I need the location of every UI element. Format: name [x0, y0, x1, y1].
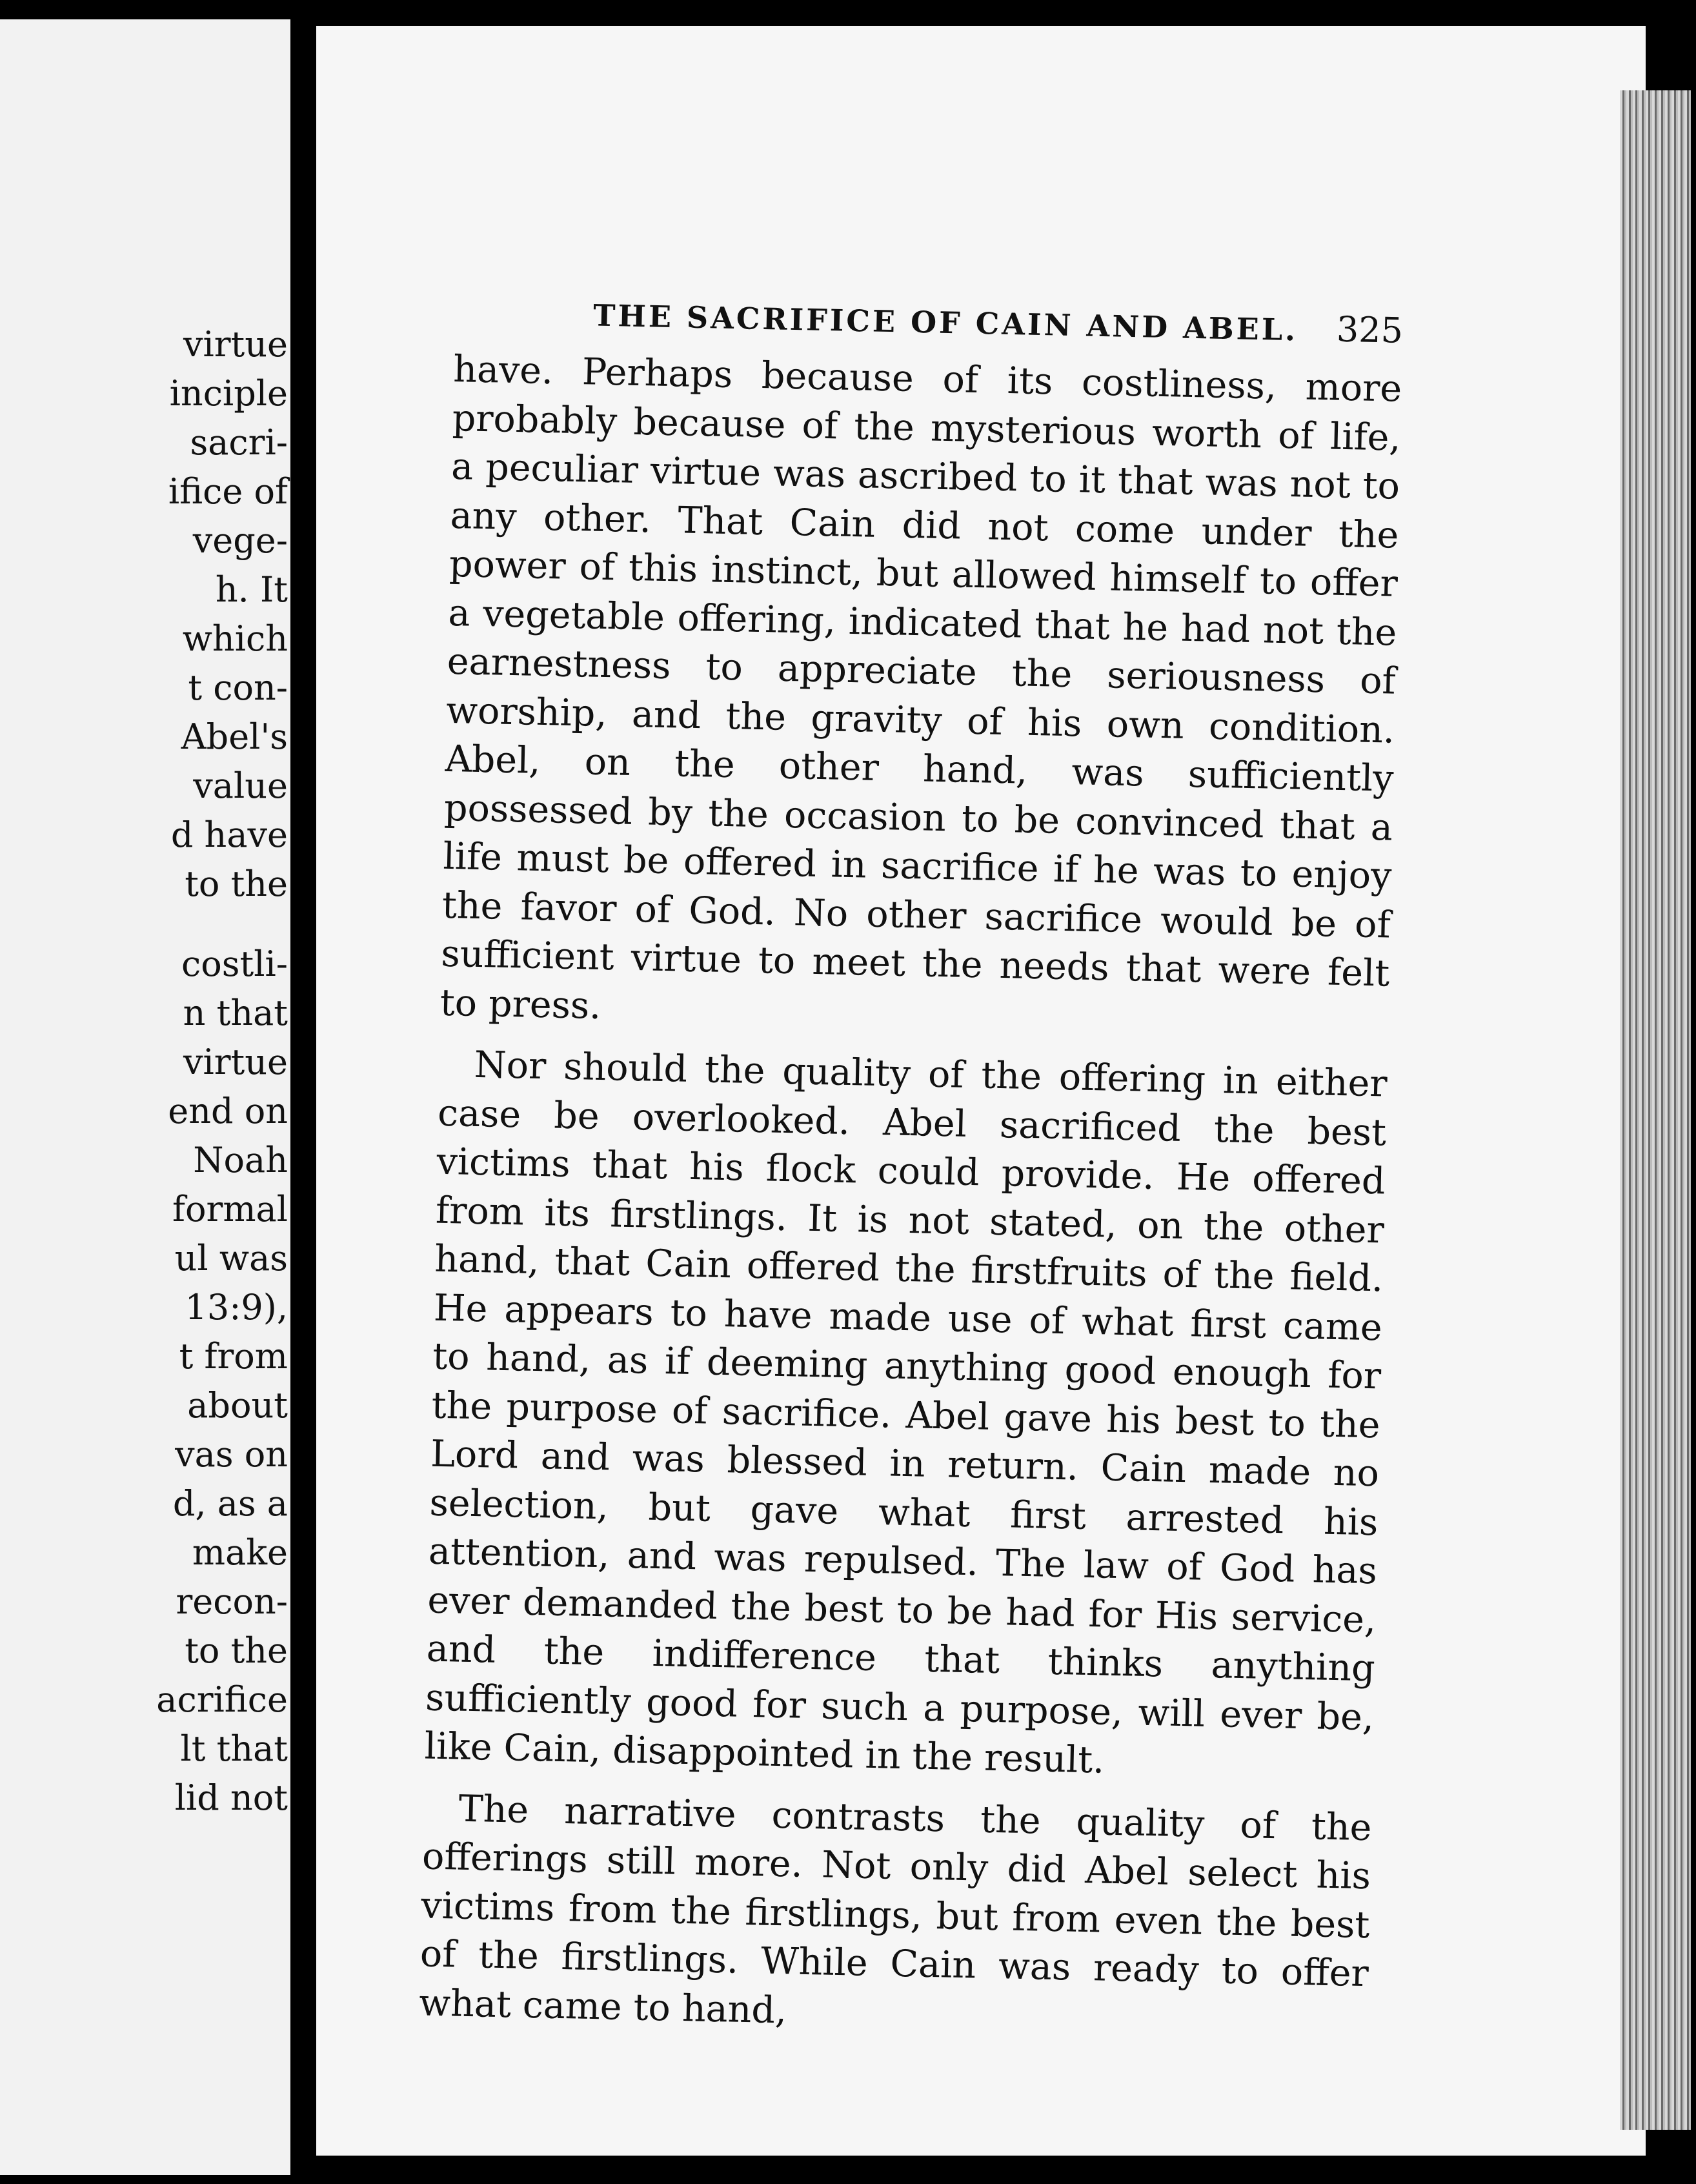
right-page [316, 26, 1646, 2156]
left-line: make [192, 1532, 288, 1573]
left-line: end on [168, 1091, 288, 1131]
left-line: costli- [181, 944, 288, 984]
left-line: n that [183, 993, 288, 1033]
left-line: to the [185, 864, 288, 904]
book-gutter [290, 0, 316, 2184]
left-line: acrifice [156, 1679, 288, 1720]
left-line: t con- [188, 667, 288, 708]
left-line: sacri- [190, 422, 288, 463]
paragraph: The narrative contrasts the quality of the offerings still more. Not only did Abel select his victims from the firstlings, but from even the best of the firstlings. While Cain was ready to offer what came to hand, [418, 1787, 1373, 2032]
left-line: virtue [183, 1042, 288, 1082]
left-line: recon- [176, 1581, 288, 1622]
left-facing-page [0, 19, 290, 2175]
left-line: Abel's [181, 716, 288, 757]
left-line: lt that [180, 1728, 288, 1769]
left-line: value [193, 765, 288, 806]
left-line: which [182, 618, 288, 659]
running-title: THE SACRIFICE OF CAIN AND ABEL. [592, 298, 1298, 348]
left-line: 13:9), [185, 1287, 288, 1328]
paragraph: Nor should the quality of the offering in either case be overlooked. Abel sacrificed the best victims that his flock could provide. He offered from its firstlings. It is not stated, on the other hand, that Cain offered the firstfruits of the field. He appears to have made use of what first came to hand, as if deeming anything good enough for the purpose of sacrifice. Abel gave his best to the Lord and was blessed in return. Cain made no selection, but gave what first arrested his attention, and was repulsed. The law of God has ever demanded the best to be had for His service, and the indifference that thinks anything sufficiently good for such a purpose, will ever be, like Cain, disappointed in the result. [424, 1043, 1388, 1782]
left-line: lid not [174, 1777, 288, 1818]
left-line: about [187, 1385, 288, 1426]
left-line: h. It [215, 569, 288, 610]
left-line: virtue [183, 324, 288, 365]
page-edges [1620, 90, 1691, 2130]
left-line: ul was [174, 1238, 288, 1279]
paragraph: have. Perhaps because of its costliness, more probably because of the mysterious worth of life, a peculiar virtue was ascribed to it that was not to any other. That Cain did not come under the power of this instinct, but allowed himself to offer a vegetable offering, indicated that he had not the earnestness to appreciate the seriousness of worship, and the gravity of his own condition. Abel, on the other hand, was sufficiently possessed by the occasion to be convinced that a life must be offered in sacrifice if he was to enjoy the favor of God. No other sacrifice would be of sufficient virtue to meet the needs that were felt to press. [439, 347, 1402, 1027]
left-line: formal [172, 1189, 288, 1229]
page-text-block [419, 290, 1404, 2047]
page-number: 325 [1336, 308, 1404, 351]
left-line: d, as a [172, 1483, 288, 1524]
left-line: ifice of [168, 471, 288, 512]
left-line: vas on [175, 1434, 288, 1475]
left-line: d have [170, 814, 288, 855]
left-line: inciple [169, 373, 288, 414]
left-line: to the [185, 1630, 288, 1671]
left-line: Noah [193, 1140, 288, 1180]
left-line: vege- [192, 520, 288, 561]
running-head [454, 290, 1404, 351]
left-page-text-fragments [156, 320, 288, 1823]
left-line: t from [179, 1336, 288, 1377]
